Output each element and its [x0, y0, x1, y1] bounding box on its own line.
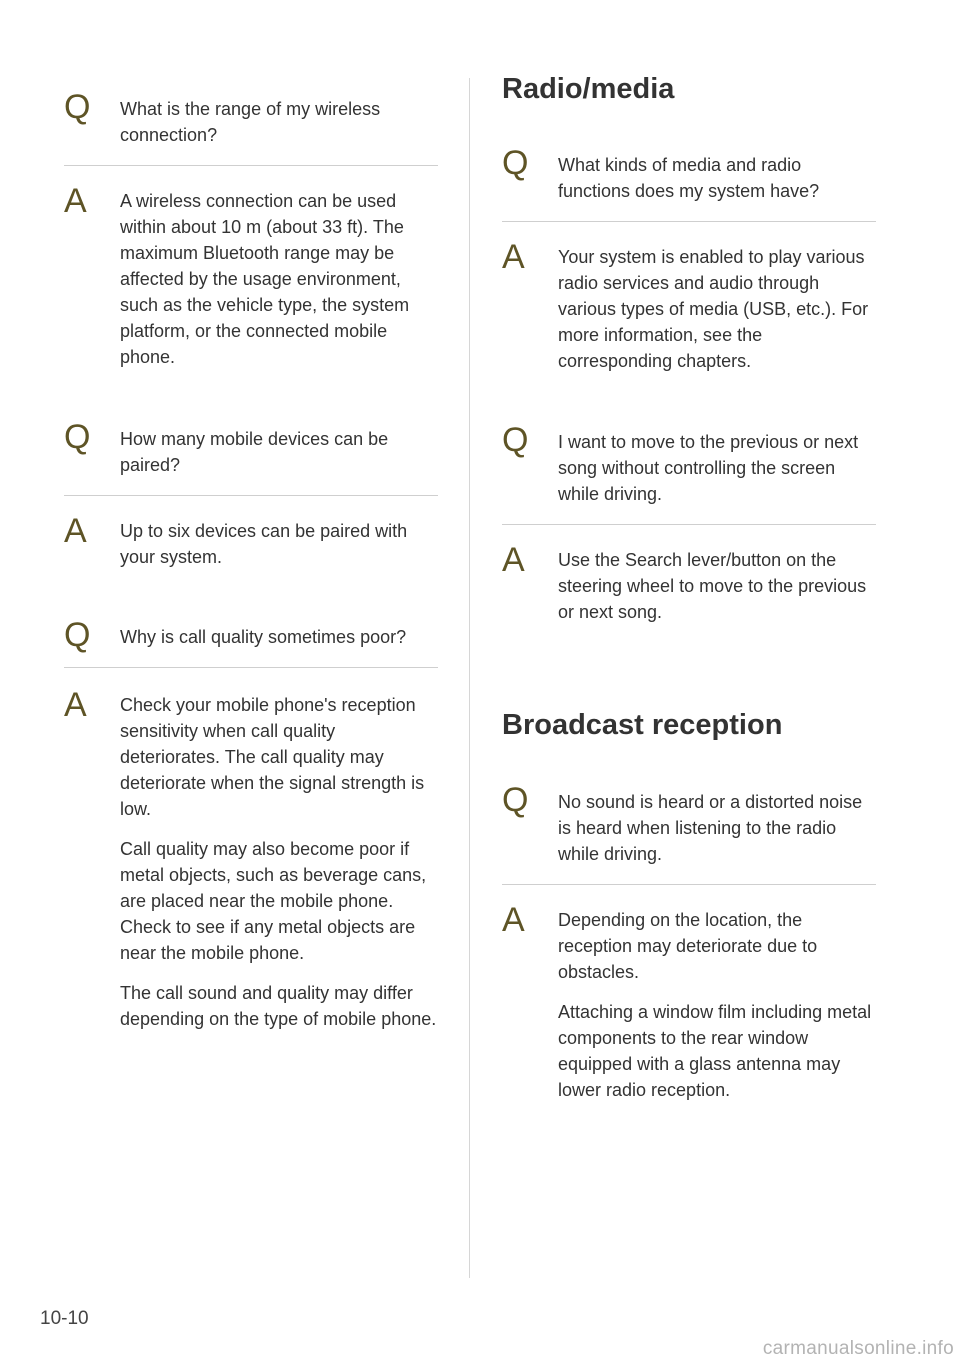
question-marker: Q [502, 781, 529, 819]
question-text: What kinds of media and radio functions does my system have? [558, 155, 820, 201]
question-text: Why is call quality sometimes poor? [120, 627, 407, 647]
answer-marker: A [64, 512, 87, 550]
answer-paragraph: Call quality may also become poor if metal objects, such as beverage cans, are placed near the mobile phone. Check to see if any metal objects are near the mobile phone. [120, 839, 427, 963]
faq-item [502, 144, 876, 374]
answer [502, 901, 876, 1103]
faq-item [64, 616, 438, 1032]
qa-divider [502, 221, 876, 222]
faq-item [64, 88, 438, 370]
answer-paragraph: Attaching a window film including metal components to the rear window equipped with a glass antenna may lower radio reception. [558, 1002, 872, 1100]
qa-divider [502, 524, 876, 525]
question [502, 781, 876, 867]
faq-item [64, 418, 438, 570]
answer-text: Up to six devices can be paired with your system. [120, 521, 408, 567]
section-title-radio-media: Radio/media [502, 73, 675, 105]
qa-divider [64, 495, 438, 496]
question [64, 418, 438, 478]
qa-divider [502, 884, 876, 885]
answer [64, 512, 438, 570]
answer-paragraph: Check your mobile phone's reception sensitivity when call quality deteriorates. The call quality may deteriorate when the signal strength is low. [120, 695, 425, 819]
answer-paragraph: Depending on the location, the reception may deteriorate due to obstacles. [558, 910, 818, 982]
question [64, 88, 438, 148]
question-marker: Q [64, 616, 91, 654]
question-marker: Q [502, 421, 529, 459]
section-title-broadcast-reception: Broadcast reception [502, 709, 783, 741]
answer-text: A wireless connection can be used within about 10 m (about 33 ft). The maximum Bluetooth range may be affected by the usage environment, such as the vehicle type, the system platform, or the connected mobile phone. [120, 191, 410, 367]
answer-marker: A [502, 901, 525, 939]
watermark: carmanualsonline.info [762, 1338, 954, 1359]
question-text: What is the range of my wireless connection? [120, 99, 381, 145]
qa-divider [64, 667, 438, 668]
answer-marker: A [64, 182, 87, 220]
question-text: How many mobile devices can be paired? [120, 429, 389, 475]
question-marker: Q [64, 418, 91, 456]
qa-divider [64, 165, 438, 166]
answer-text: Your system is enabled to play various radio services and audio through various types of media (USB, etc.). For more information, see the corresponding chapters. [558, 247, 869, 371]
answer [64, 686, 438, 1032]
column-divider [469, 78, 470, 1278]
question-text: I want to move to the previous or next song without controlling the screen while driving. [558, 432, 859, 504]
answer [502, 238, 876, 374]
answer [64, 182, 438, 370]
question-marker: Q [64, 88, 91, 126]
question [64, 616, 438, 654]
answer-paragraph: The call sound and quality may differ depending on the type of mobile phone. [120, 983, 437, 1029]
faq-item [502, 421, 876, 625]
question-marker: Q [502, 144, 529, 182]
answer-marker: A [502, 541, 525, 579]
question [502, 421, 876, 507]
answer-text: Use the Search lever/button on the steering wheel to move to the previous or next song. [558, 550, 867, 622]
page-number: 10-10 [40, 1308, 89, 1329]
question-text: No sound is heard or a distorted noise is heard when listening to the radio while driving. [558, 792, 863, 864]
faq-item [502, 781, 876, 1103]
question [502, 144, 876, 204]
answer [502, 541, 876, 625]
answer-marker: A [502, 238, 525, 276]
answer-marker: A [64, 686, 87, 724]
